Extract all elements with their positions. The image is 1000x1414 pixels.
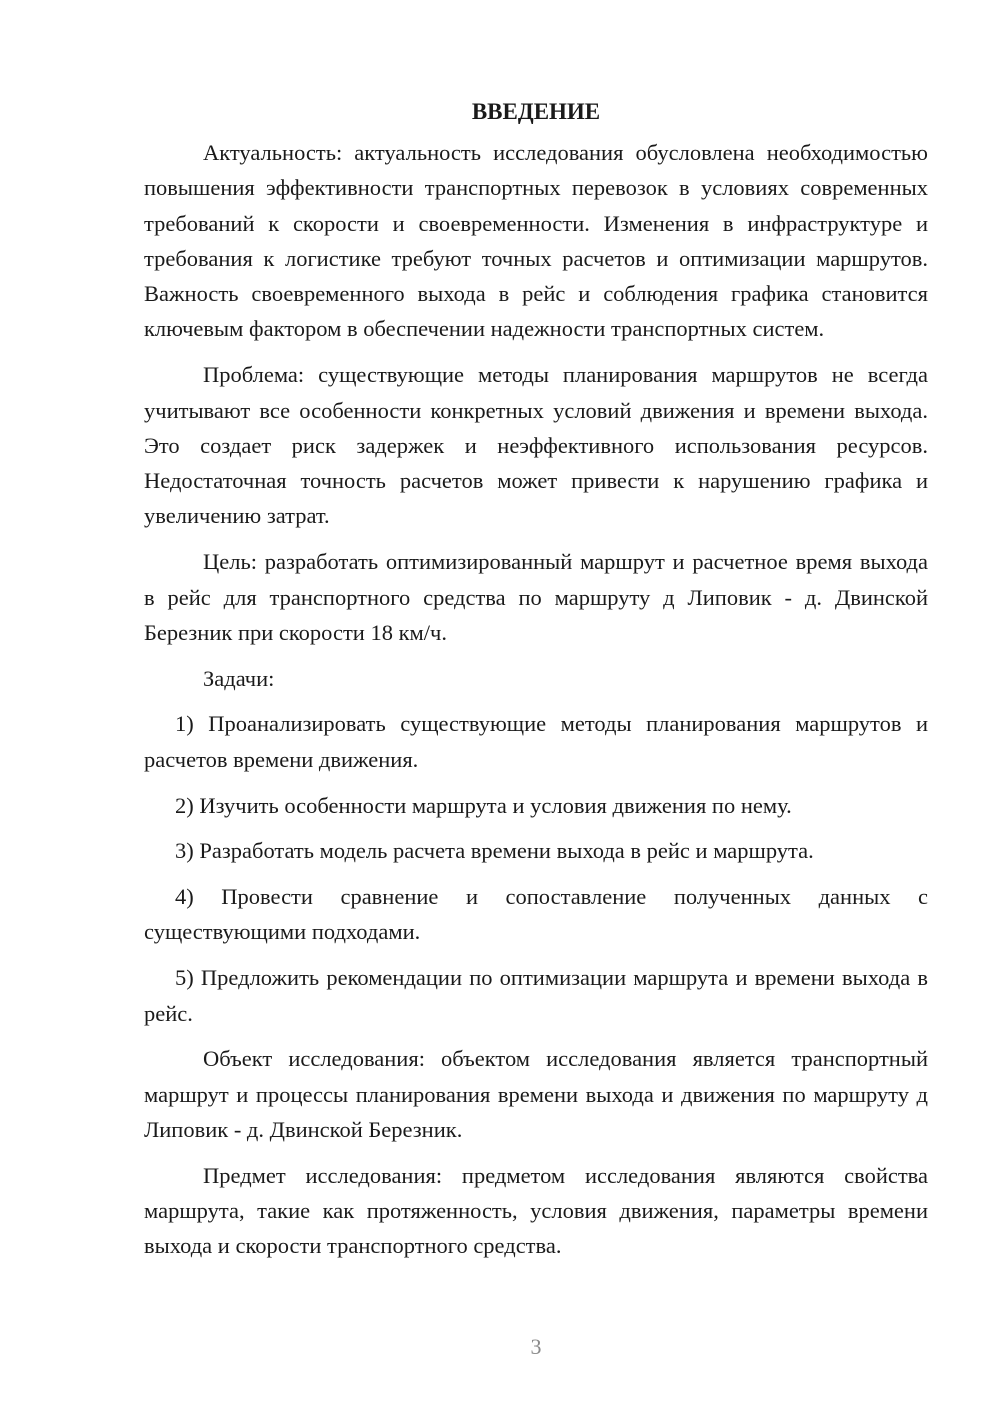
task-item-4: 4) Провести сравнение и сопоставление полученных данных с существующими подходами. [144,884,928,945]
section-title: ВВЕДЕНИЕ [471,99,601,124]
paragraph-relevance: Актуальность: актуальность исследования обусловлена необходимостью повышения эффективности транспортных перевозок в условиях современных требований к скорости и своевременности. Изменения в инфраструктуре и требования к логистике требуют точных расчетов и оптимизации маршрутов. Важность своевременного выхода в рейс и соблюдения графика становится ключевым фактором в обеспечении надежности транспортных систем. [144,140,928,342]
paragraph-object: Объект исследования: объектом исследования является транспортный маршрут и процессы планирования времени выхода и движения по маршруту д Липовик - д. Двинской Березник. [144,1046,928,1142]
task-item-3: 3) Разработать модель расчета времени выхода в рейс и маршрута. [175,838,814,864]
page-number: 3 [530,1334,542,1359]
task-item-5: 5) Предложить рекомендации по оптимизации маршрута и времени выхода в рейс. [144,965,928,1026]
paragraph-goal: Цель: разработать оптимизированный маршрут и расчетное время выхода в рейс для транспортного средства по маршруту д Липовик - д. Двинской Березник при скорости 18 км/ч. [144,549,928,645]
task-item-1: 1) Проанализировать существующие методы планирования маршрутов и расчетов времени движения. [144,711,928,772]
document-page [144,94,928,1264]
paragraph-subject: Предмет исследования: предметом исследования являются свойства маршрута, такие как протяженность, условия движения, параметры времени выхода и скорости транспортного средства. [144,1162,928,1259]
tasks-heading: Задачи: [203,665,275,691]
paragraph-problem: Проблема: существующие методы планирования маршрутов не всегда учитывают все особенности конкретных условий движения и времени выхода. Это создает риск задержек и неэффективного использования ресурсов. Недостаточная точность расчетов может привести к нарушению графика и увеличению затрат. [144,362,928,529]
task-item-2: 2) Изучить особенности маршрута и условия движения по нему. [175,792,792,818]
